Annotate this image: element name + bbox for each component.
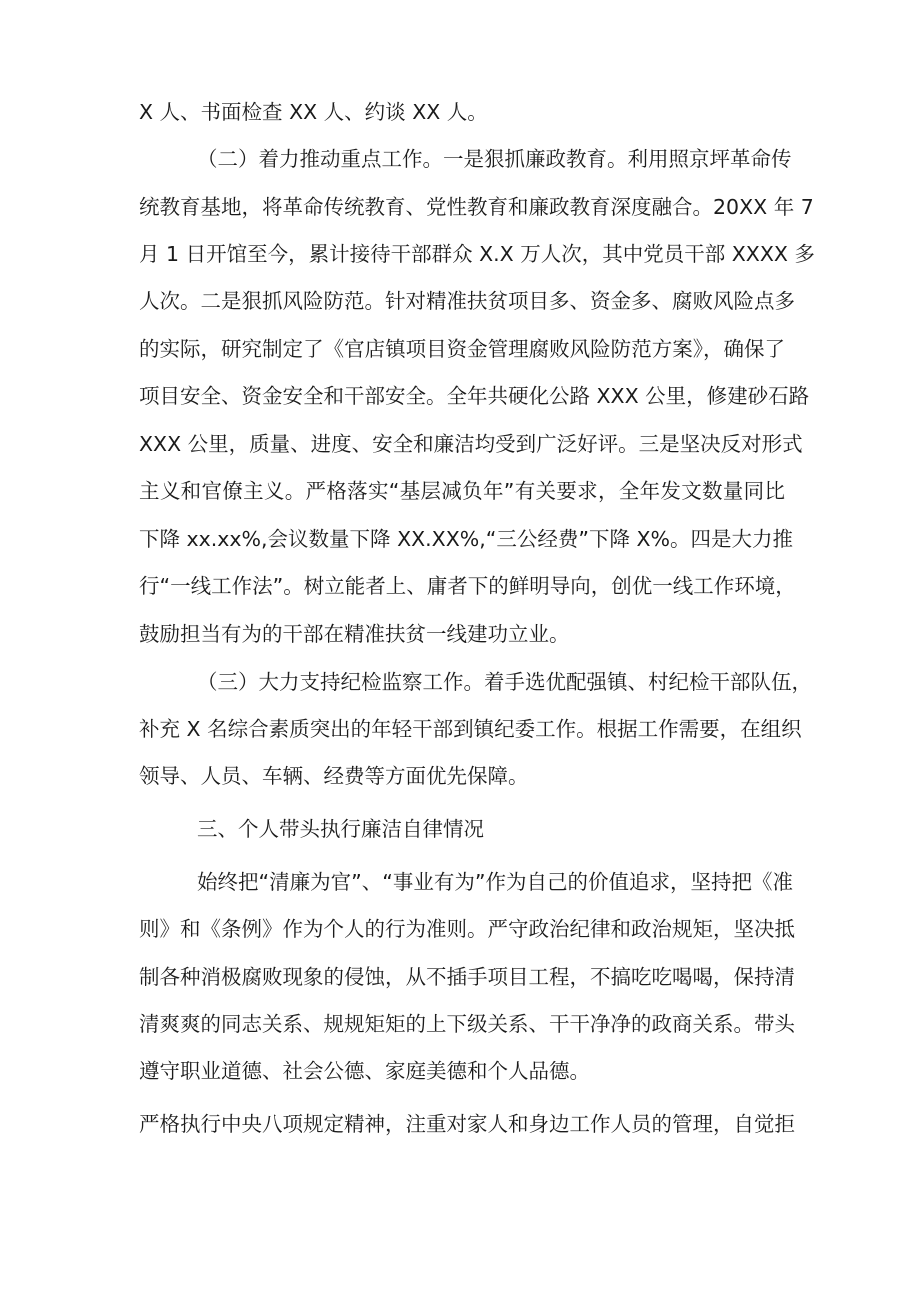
paragraph-heading-3: （三）大力支持纪检监察工作。着手选优配强镇、村纪检干部队伍， [197, 670, 812, 694]
text-line: 项目安全、资金安全和干部安全。全年共硬化公路 XXX 公里，修建砂石路 [139, 384, 810, 408]
text-line: 清爽爽的同志关系、规规矩矩的上下级关系、干干净净的政商关系。带头 [139, 1012, 795, 1036]
text-line: X 人、书面检查 XX 人、约谈 XX 人。 [139, 100, 488, 124]
text-line: XXX 公里，质量、进度、安全和廉洁均受到广泛好评。三是坚决反对形式 [139, 432, 803, 456]
text-line: 补充 X 名综合素质突出的年轻干部到镇纪委工作。根据工作需要，在组织 [139, 717, 802, 741]
text-line: 下降 xx.xx%,会议数量下降 XX.XX%,“三公经费”下降 X%。四是大力推 [139, 527, 794, 551]
text-line: 的实际，研究制定了《官店镇项目资金管理腐败风险防范方案》，确保了 [139, 337, 785, 361]
paragraph-heading-2: （二）着力推动重点工作。一是狠抓廉政教育。利用照京坪革命传 [197, 147, 792, 171]
text-line: 领导、人员、车辆、经费等方面优先保障。 [139, 764, 529, 788]
text-line: 制各种消极腐败现象的侵蚀，从不插手项目工程，不搞吃吃喝喝，保持清 [139, 965, 795, 989]
text-line: 遵守职业道德、社会公德、家庭美德和个人品德。 [139, 1059, 590, 1083]
text-line: 则》和《条例》作为个人的行为准则。严守政治纪律和政治规矩，坚决抵 [139, 917, 795, 941]
text-line: 月 1 日开馆至今，累计接待干部群众 X.X 万人次，其中党员干部 XXXX 多 [139, 242, 815, 266]
text-line: 严格执行中央八项规定精神，注重对家人和身边工作人员的管理，自觉拒 [139, 1112, 795, 1136]
text-line: 行“一线工作法”。树立能者上、庸者下的鲜明导向，创优一线工作环境， [139, 574, 796, 598]
text-line: 始终把“清廉为官”、“事业有为”作为自己的价值追求，坚持把《准 [197, 870, 793, 894]
text-line: 统教育基地，将革命传统教育、党性教育和廉政教育深度融合。20XX 年 7 [139, 195, 814, 219]
text-line: 鼓励担当有为的干部在精准扶贫一线建功立业。 [139, 622, 570, 646]
text-line: 主义和官僚主义。严格落实“基层减负年”有关要求，全年发文数量同比 [139, 479, 785, 503]
text-line: 人次。二是狠抓风险防范。针对精准扶贫项目多、资金多、腐败风险点多 [139, 289, 795, 313]
section-heading: 三、个人带头执行廉洁自律情况 [197, 817, 484, 841]
